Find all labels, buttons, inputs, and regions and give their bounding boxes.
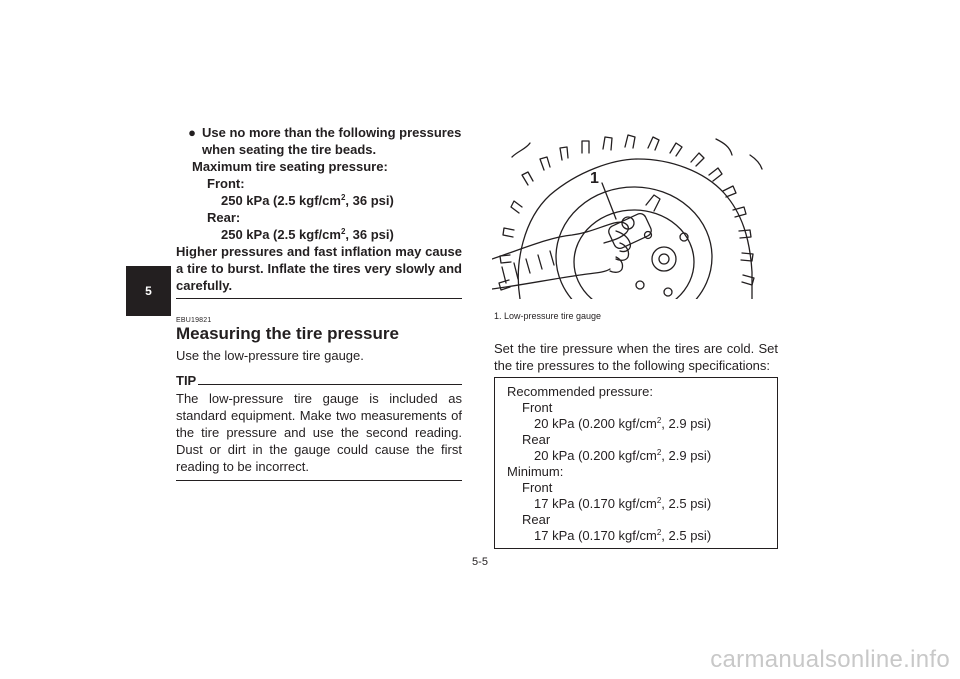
rec-rear-label: Rear: [522, 432, 551, 447]
right-paragraph: Set the tire pressure when the tires are cold. Set the tire pressures to the following specifications:: [494, 341, 778, 373]
recommended-label: Recommended pressure:: [507, 384, 653, 399]
section-intro: Use the low-pressure tire gauge.: [176, 348, 364, 363]
max-pressure-label: Maximum tire seating pressure:: [192, 159, 388, 174]
rec-front-value: 20 kPa (0.200 kgf/$cm^2$, 2.9 psi): [534, 416, 712, 431]
front-value: 250 kPa (2.5 kgf/$cm^2$, 36 psi): [221, 193, 394, 208]
tip-label: TIP: [176, 373, 197, 388]
tire-gauge-illustration: [492, 127, 778, 299]
figure-caption: 1. Low-pressure tire gauge: [494, 311, 602, 321]
section-title: Measuring the tire pressure: [176, 324, 399, 343]
bullet-icon: ●: [188, 125, 196, 140]
page-number: 5-5: [472, 556, 488, 568]
minimum-label: Minimum:: [507, 464, 564, 479]
min-rear-value: 17 kPa (0.170 kgf/$cm^2$, 2.5 psi): [534, 528, 712, 543]
warning-bullet-text: Use no more than the following pressures when seating the tire beads.: [202, 125, 462, 157]
min-rear-label: Rear: [522, 512, 551, 527]
left-column: [176, 124, 462, 481]
tip-header: [176, 374, 462, 388]
tip-end-divider: [176, 480, 462, 481]
chapter-tab: [126, 266, 171, 316]
min-front-label: Front: [522, 480, 553, 495]
tip-body: The low-pressure tire gauge is included as standard equipment. Make two measurements of the tire pressure and use the second reading. Dust or dirt in the gauge could cause the first reading to be incorrect.: [176, 391, 462, 474]
chapter-number: 5: [145, 284, 152, 298]
warning-block: [176, 124, 462, 299]
front-label: Front:: [207, 176, 245, 191]
rear-label: Rear:: [207, 210, 241, 225]
warning-body: Higher pressures and fast inflation may cause a tire to burst. Inflate the tires very slowly and carefully.: [176, 244, 462, 293]
tip-divider: [198, 384, 462, 385]
spec-box: [494, 377, 778, 549]
callout-number: 1: [590, 170, 599, 187]
watermark: carmanualsonline.info: [710, 646, 950, 673]
section-code: EBU19821: [176, 317, 212, 324]
warning-divider: [176, 298, 462, 299]
rec-rear-value: 20 kPa (0.200 kgf/$cm^2$, 2.9 psi): [534, 448, 712, 463]
rear-value: 250 kPa (2.5 kgf/$cm^2$, 36 psi): [221, 227, 394, 242]
warning-bullet: [176, 124, 462, 158]
min-front-value: 17 kPa (0.170 kgf/$cm^2$, 2.5 psi): [534, 496, 712, 511]
rec-front-label: Front: [522, 400, 553, 415]
